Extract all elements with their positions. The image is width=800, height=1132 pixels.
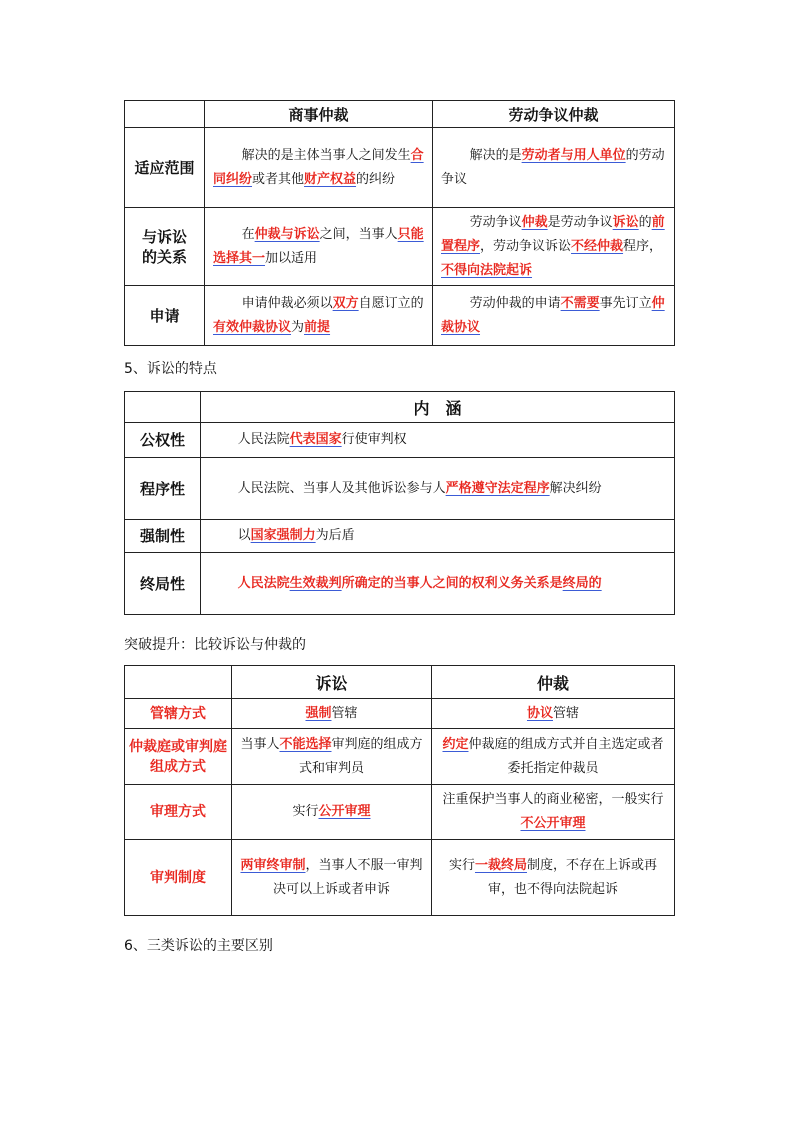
table-header-row <box>125 101 675 128</box>
cell-commercial <box>205 128 433 208</box>
cell-commercial <box>205 286 433 346</box>
header-litigation: 诉讼 <box>232 666 432 699</box>
highlighted-text: 不得向法院起诉 <box>441 262 533 278</box>
highlighted-text: 仲裁与诉讼 <box>254 226 320 242</box>
cell-labor <box>433 208 675 286</box>
row-label: 适应范围 <box>125 128 205 208</box>
highlighted-text: 强制 <box>305 705 332 721</box>
cell-commercial <box>205 208 433 286</box>
cell-litigation <box>232 785 432 840</box>
text-segment: 人民法院 <box>237 432 290 447</box>
highlighted-text: 生效裁判 <box>289 575 342 591</box>
highlighted-text: 有效仲裁协议 <box>213 319 292 335</box>
highlighted-text: 不能选择 <box>279 736 332 752</box>
text-segment: 解决的是主体当事人之间发生 <box>241 147 411 163</box>
text-segment: 在 <box>241 226 255 242</box>
row-label: 管辖方式 <box>125 699 232 729</box>
text-segment: 解决的是 <box>469 147 522 163</box>
section-heading-breakthrough: 突破提升：比较诉讼与仲裁的 <box>124 637 306 653</box>
cell-arbitration <box>432 729 675 785</box>
text-segment: 程序， <box>623 238 663 254</box>
table-row <box>125 423 675 458</box>
row-label: 申请 <box>125 286 205 346</box>
text-segment: 的纠纷 <box>356 171 396 187</box>
section-heading-5: 5、诉讼的特点 <box>124 361 217 377</box>
text-segment: 的劳动争议 <box>441 147 665 187</box>
highlighted-text: 合同纠纷 <box>213 147 424 187</box>
text-segment: 自愿订立的 <box>358 295 424 311</box>
cell-content <box>201 458 675 520</box>
highlighted-text: 前置程序 <box>441 214 665 254</box>
text-segment: 审判庭的组成方式和审判员 <box>298 736 423 776</box>
text-segment: 的 <box>638 214 652 230</box>
cell-content <box>201 553 675 615</box>
header-commercial: 商事仲裁 <box>205 101 433 128</box>
row-label: 审判制度 <box>125 840 232 916</box>
highlighted-text: 仲裁协议 <box>441 295 665 335</box>
text-segment: 仲裁庭的组成方式并自主选定或者委托指定仲裁员 <box>468 736 664 776</box>
highlighted-text: 不经仲裁 <box>571 238 624 254</box>
text-segment: 实行 <box>292 804 319 819</box>
table-row <box>125 785 675 840</box>
highlighted-text: 代表国家 <box>289 432 342 447</box>
cell-content <box>201 423 675 458</box>
corner-cell <box>125 101 205 128</box>
row-label: 强制性 <box>125 520 201 553</box>
table-litigation-vs-arbitration <box>124 665 675 916</box>
cell-arbitration <box>432 785 675 840</box>
cell-labor <box>433 128 675 208</box>
highlighted-text: 财产权益 <box>304 171 357 187</box>
text-segment: 管辖 <box>331 705 358 721</box>
highlighted-text: 劳动者与用人单位 <box>521 147 626 163</box>
table-litigation-features <box>124 391 675 615</box>
header-labor: 劳动争议仲裁 <box>433 101 675 128</box>
table-row <box>125 128 675 208</box>
text-segment: 所确定的当事人之间的权利义务关系是 <box>341 575 563 591</box>
text-segment: 以 <box>237 528 251 543</box>
row-label: 公权性 <box>125 423 201 458</box>
table-row <box>125 208 675 286</box>
table-row <box>125 458 675 520</box>
row-label: 终局性 <box>125 553 201 615</box>
header-arbitration: 仲裁 <box>432 666 675 699</box>
highlighted-text: 只能选择其一 <box>213 226 424 266</box>
highlighted-text: 不公开审理 <box>520 816 586 831</box>
header-connotation: 内 涵 <box>201 392 675 423</box>
table-row <box>125 553 675 615</box>
highlighted-text: 诉讼 <box>612 214 639 230</box>
text-segment: 申请仲裁必须以 <box>241 295 333 311</box>
highlighted-text: 两审终审制 <box>240 857 306 873</box>
text-segment: ，当事人不服一审判决可以上诉或者申诉 <box>272 857 423 897</box>
corner-cell <box>125 392 201 423</box>
text-segment: 劳动仲裁的申请 <box>469 295 561 311</box>
highlighted-text: 前提 <box>304 319 331 335</box>
table-header-row <box>125 666 675 699</box>
row-label: 程序性 <box>125 458 201 520</box>
highlighted-text: 公开审理 <box>318 804 371 819</box>
text-segment: 或者其他 <box>252 171 305 187</box>
text-segment: 制度，不存在上诉或再审，也不得向法院起诉 <box>487 857 658 897</box>
text-segment: 管辖 <box>553 705 580 721</box>
highlighted-text: 仲裁 <box>521 214 548 230</box>
table-row <box>125 286 675 346</box>
text-segment: ，劳动争议诉讼 <box>480 238 572 254</box>
table-row <box>125 699 675 729</box>
row-label: 仲裁庭或审判庭组成方式 <box>125 729 232 785</box>
text-segment: 行使审判权 <box>341 432 407 447</box>
table-row <box>125 729 675 785</box>
highlighted-text: 国家强制力 <box>250 528 316 543</box>
highlighted-text: 约定 <box>442 736 469 752</box>
text-segment: 当事人 <box>240 736 280 752</box>
highlighted-text: 严格遵守法定程序 <box>445 480 550 496</box>
text-segment: 实行 <box>448 857 475 873</box>
row-label: 与诉讼的关系 <box>125 208 205 286</box>
corner-cell <box>125 666 232 699</box>
highlighted-text: 不需要 <box>560 295 600 311</box>
table-row <box>125 520 675 553</box>
cell-content <box>201 520 675 553</box>
table-arbitration-comparison <box>124 100 675 346</box>
highlighted-text: 双方 <box>332 295 359 311</box>
text-segment: 劳动争议 <box>469 214 522 230</box>
cell-labor <box>433 286 675 346</box>
cell-litigation <box>232 729 432 785</box>
text-segment: 之间，当事人 <box>319 226 398 242</box>
text-segment: 事先订立 <box>599 295 652 311</box>
highlighted-text: 一裁终局 <box>474 857 527 873</box>
table-row <box>125 840 675 916</box>
highlighted-text: 终局的 <box>562 575 602 591</box>
table-header-row <box>125 392 675 423</box>
highlighted-text: 协议 <box>526 705 553 721</box>
cell-arbitration <box>432 699 675 729</box>
text-segment: 加以适用 <box>265 250 318 266</box>
cell-litigation <box>232 699 432 729</box>
text-segment: 是劳动争议 <box>547 214 613 230</box>
text-segment: 人民法院 <box>237 575 290 591</box>
text-segment: 解决纠纷 <box>549 480 602 496</box>
text-segment: 人民法院、当事人及其他诉讼参与人 <box>237 480 446 496</box>
section-heading-6: 6、三类诉讼的主要区别 <box>124 938 273 954</box>
text-segment: 注重保护当事人的商业秘密，一般实行 <box>442 792 664 807</box>
cell-litigation <box>232 840 432 916</box>
cell-arbitration <box>432 840 675 916</box>
text-segment: 为 <box>291 319 305 335</box>
text-segment: 为后盾 <box>315 528 355 543</box>
row-label: 审理方式 <box>125 785 232 840</box>
